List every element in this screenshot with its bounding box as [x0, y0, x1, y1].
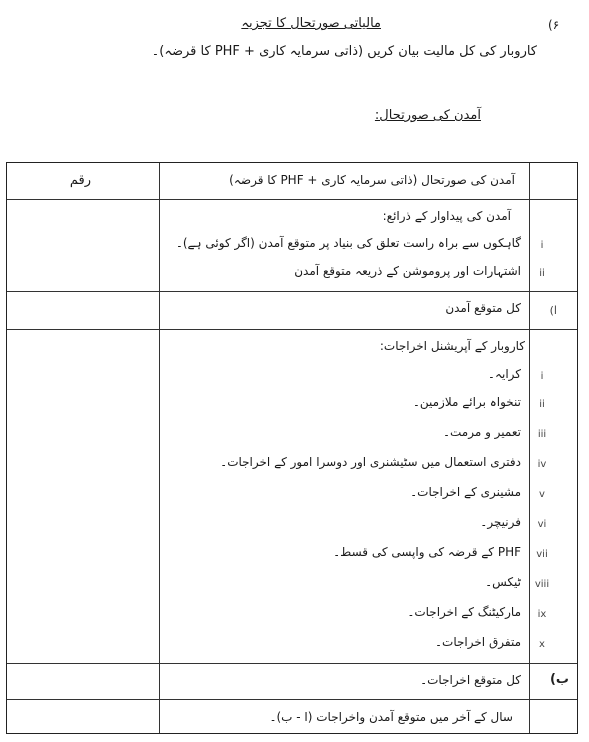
- expenses-heading: کاروبار کے آپریشنل اخراجات:: [379, 339, 525, 353]
- section-number: ۶): [548, 18, 560, 32]
- expense-item-text: متفرق اخراجات۔: [435, 635, 521, 649]
- section-intro: کاروبار کی کل مالیت بیان کریں (ذاتی سرمایہ کاری + PHF کا قرضہ)۔: [151, 44, 537, 59]
- column-divider-number: [529, 163, 530, 733]
- income-item-num: i: [540, 240, 544, 251]
- expense-item-text: دفتری استعمال میں سٹیشنری اور دوسرا امور کے اخراجات۔: [220, 455, 521, 469]
- row-divider: [7, 291, 577, 292]
- expense-item-num: i: [540, 371, 544, 382]
- expense-item-num: v: [539, 489, 545, 500]
- row-divider: [7, 663, 577, 664]
- expense-item-text: مارکیٹنگ کے اخراجات۔: [407, 605, 521, 619]
- expense-item-num: vii: [536, 549, 548, 560]
- expense-item-num: iii: [537, 429, 547, 440]
- expense-item-text: تنخواہ برائے ملازمین۔: [412, 395, 521, 409]
- expense-item-text: ٹیکس۔: [485, 575, 521, 589]
- row-divider: [7, 699, 577, 700]
- expense-item-num: viii: [534, 579, 550, 590]
- expense-item-text: فرنیچر۔: [480, 515, 521, 529]
- row-divider: [7, 329, 577, 330]
- income-subtitle: آمدن کی صورتحال:: [374, 108, 481, 123]
- financial-table: [6, 162, 578, 734]
- year-end-text: سال کے آخر میں متوقع آمدن واخراجات (ا - ب)۔: [269, 710, 513, 724]
- total-income-text: کل متوقع آمدن: [445, 301, 521, 315]
- description-header: آمدن کی صورتحال (ذاتی سرمایہ کاری + PHF کا قرضہ): [229, 173, 515, 187]
- expense-item-text: مشینری کے اخراجات۔: [410, 485, 521, 499]
- expense-item-text: کرایہ۔: [487, 367, 521, 381]
- total-expenses-text: کل متوقع اخراجات۔: [420, 673, 521, 687]
- row-divider: [7, 199, 577, 200]
- expense-item-text: PHF کے قرضہ کی واپسی کی قسط۔: [333, 545, 521, 559]
- section-title: مالیاتی صورتحال کا تجزیہ: [241, 16, 381, 31]
- total-income-label: ا): [549, 304, 557, 317]
- income-item-text: اشتہارات اور پروموشن کے ذریعہ متوقع آمدن: [294, 264, 521, 278]
- expense-item-num: iv: [537, 459, 547, 470]
- total-expenses-label: ب): [549, 672, 569, 687]
- income-item-text: گاہکوں سے براہ راست تعلق کی بنیاد پر متوقع آمدن (اگر کوئی ہے)۔: [175, 236, 521, 250]
- expense-item-num: x: [539, 639, 545, 650]
- column-divider-amount: [159, 163, 160, 733]
- amount-header: رقم: [69, 173, 91, 188]
- income-item-num: ii: [539, 268, 545, 279]
- expense-item-num: vi: [537, 519, 547, 530]
- expense-item-text: تعمیر و مرمت۔: [442, 425, 521, 439]
- expense-item-num: ix: [537, 609, 547, 620]
- income-heading: آمدن کی پیداوار کے ذرائع:: [382, 209, 511, 223]
- expense-item-num: ii: [539, 399, 545, 410]
